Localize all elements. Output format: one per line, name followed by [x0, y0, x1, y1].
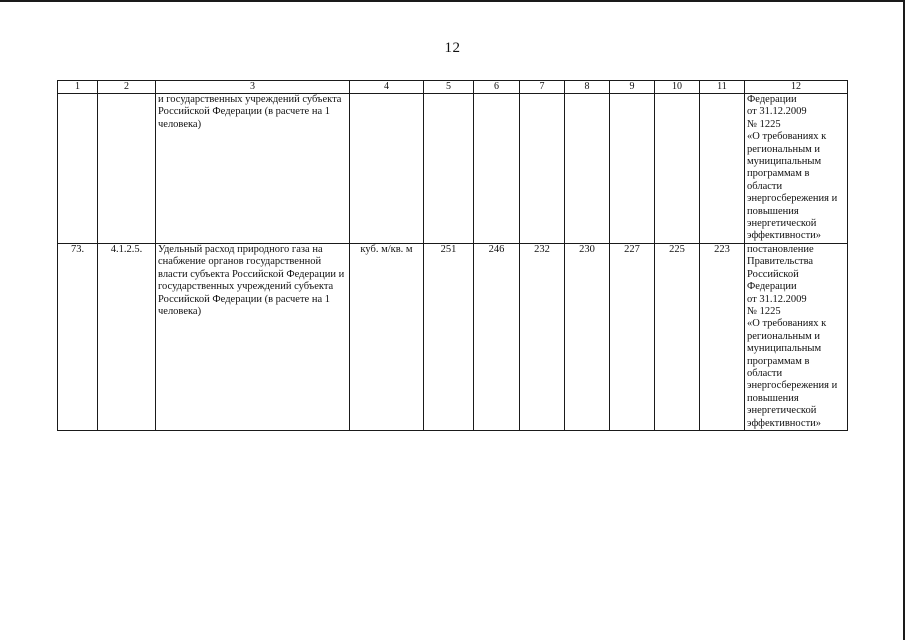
header-cell: 4	[350, 81, 424, 94]
header-cell: 9	[610, 81, 655, 94]
scan-edge-top	[0, 0, 905, 2]
basis-line: постановление	[747, 243, 814, 255]
basis-line: Российской	[747, 268, 799, 280]
table-row	[58, 243, 848, 430]
value-cell: 223	[700, 243, 745, 430]
legal-basis-cell	[745, 94, 848, 244]
page-number: 12	[444, 40, 461, 56]
value-cell: 232	[520, 243, 565, 430]
header-cell: 6	[474, 81, 520, 94]
basis-line: Федерации	[747, 94, 797, 105]
header-cell: 2	[98, 81, 156, 94]
basis-line: энергосбережения и	[747, 193, 838, 205]
basis-line: региональным и	[747, 330, 821, 342]
basis-line: энергетической	[747, 218, 817, 230]
unit-cell: куб. м/кв. м	[350, 243, 424, 430]
basis-line: муниципальным	[747, 156, 822, 168]
header-cell: 1	[58, 81, 98, 94]
header-cell: 11	[700, 81, 745, 94]
indicator-code-cell	[98, 94, 156, 244]
basis-line: области	[747, 180, 783, 192]
indicator-name-cell: и государственных учреждений субъекта Российской Федерации (в расчете на 1 человека)	[156, 94, 350, 244]
basis-line: от 31.12.2009	[747, 106, 807, 118]
basis-line: повышения	[747, 392, 799, 404]
basis-line: от 31.12.2009	[747, 293, 807, 305]
basis-line: энергетической	[747, 405, 817, 417]
header-cell: 8	[565, 81, 610, 94]
value-cell: 225	[655, 243, 700, 430]
basis-line: программам в	[747, 355, 810, 367]
value-cell	[700, 94, 745, 244]
row-number-cell	[58, 94, 98, 244]
basis-line: «О требованиях к	[747, 131, 827, 143]
value-cell	[424, 94, 474, 244]
unit-cell	[350, 94, 424, 244]
basis-line: муниципальным	[747, 343, 822, 355]
basis-line: области	[747, 367, 783, 379]
value-cell	[655, 94, 700, 244]
legal-basis-cell	[745, 243, 848, 430]
header-cell: 5	[424, 81, 474, 94]
header-cell: 7	[520, 81, 565, 94]
value-cell: 246	[474, 243, 520, 430]
basis-line: эффективности»	[747, 417, 822, 429]
value-cell	[474, 94, 520, 244]
basis-line: «О требованиях к	[747, 318, 827, 330]
basis-line: Федерации	[747, 281, 797, 293]
basis-line: энергосбережения и	[747, 380, 838, 392]
indicator-name-cell: Удельный расход природного газа на снабжение органов государственной власти субъекта Российской Федерации и государственных учреждений субъекта Российской Федерации (в расчете на 1 человека)	[156, 243, 350, 430]
indicator-code-cell: 4.1.2.5.	[98, 243, 156, 430]
row-number-cell: 73.	[58, 243, 98, 430]
header-cell: 10	[655, 81, 700, 94]
basis-line: Правительства	[747, 256, 814, 268]
value-cell	[610, 94, 655, 244]
value-cell: 227	[610, 243, 655, 430]
header-cell: 3	[156, 81, 350, 94]
value-cell	[520, 94, 565, 244]
value-cell: 230	[565, 243, 610, 430]
basis-line: № 1225	[747, 118, 781, 130]
basis-line: повышения	[747, 205, 799, 217]
table-row	[58, 94, 848, 244]
header-row	[58, 81, 848, 94]
basis-line: эффективности»	[747, 230, 822, 242]
basis-line: № 1225	[747, 305, 781, 317]
value-cell: 251	[424, 243, 474, 430]
indicator-table	[57, 80, 848, 431]
basis-line: региональным и	[747, 143, 821, 155]
value-cell	[565, 94, 610, 244]
basis-line: программам в	[747, 168, 810, 180]
header-cell: 12	[745, 81, 848, 94]
